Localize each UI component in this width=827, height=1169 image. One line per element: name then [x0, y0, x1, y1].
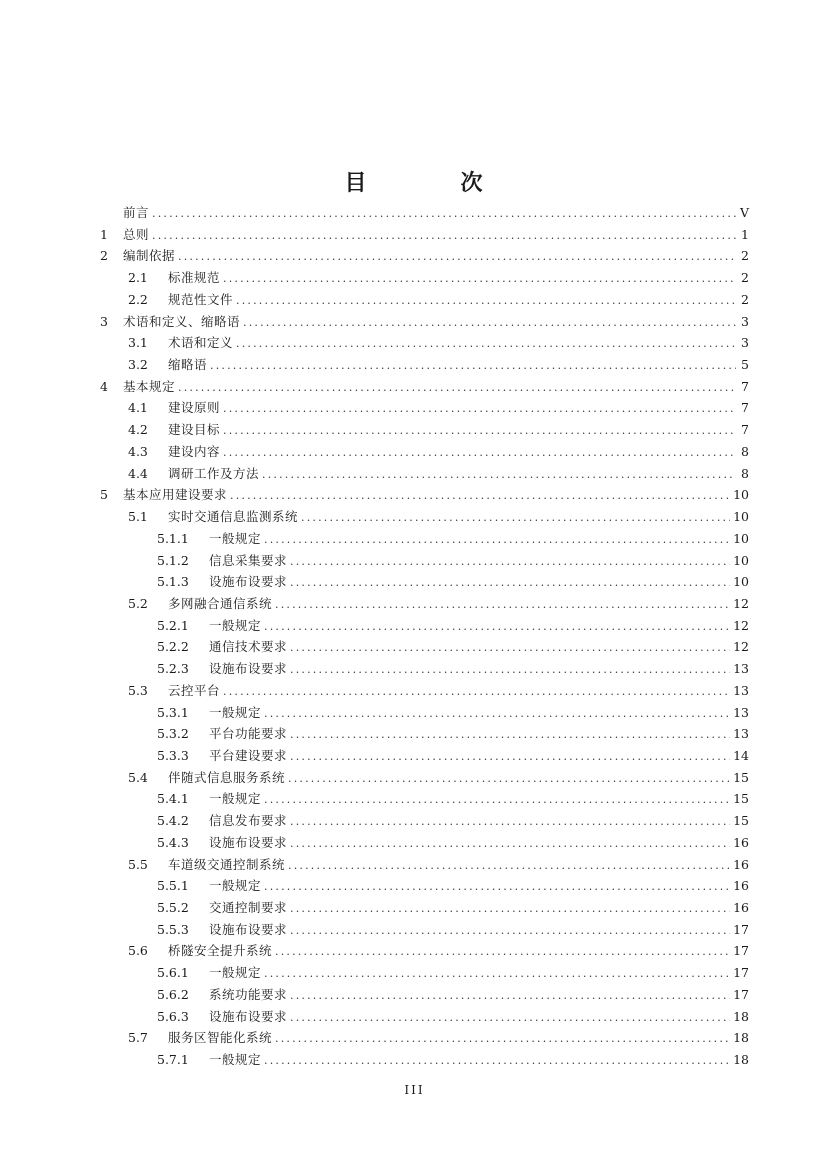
toc-entry-label: 平台功能要求 [209, 726, 288, 742]
toc-entry-number: 5.6 [128, 943, 148, 959]
toc-entry[interactable] [100, 1049, 749, 1071]
toc-entry-page: 13 [733, 704, 749, 720]
toc-entry-label: 实时交通信息监测系统 [168, 509, 299, 525]
toc-entry-number: 5.2.2 [157, 639, 189, 655]
toc-entry-page: 17 [733, 943, 749, 959]
dot-leader [290, 898, 730, 920]
toc-entry[interactable] [100, 1006, 749, 1028]
toc-entry-number: 5.7 [128, 1030, 148, 1046]
toc-entry-number: 4.3 [128, 443, 148, 459]
toc-entry[interactable] [100, 202, 749, 224]
toc-entry-page: 18 [733, 1030, 749, 1046]
page-title: 目 次 [344, 171, 519, 196]
table-of-contents [100, 202, 749, 1071]
dot-leader [288, 768, 730, 790]
dot-leader [290, 746, 730, 768]
toc-entry-page: 17 [733, 986, 749, 1002]
toc-entry-page: 16 [733, 900, 749, 915]
toc-entry-number: 5.5.1 [157, 878, 189, 894]
dot-leader [290, 833, 730, 855]
toc-entry[interactable] [100, 528, 749, 550]
dot-leader [264, 1050, 730, 1072]
toc-entry-page: 17 [733, 921, 749, 937]
toc-entry-number: 5.1.3 [157, 574, 189, 590]
toc-entry-label: 基本应用建设要求 [123, 487, 228, 503]
toc-entry-label: 一般规定 [209, 530, 262, 546]
toc-entry-number: 3 [100, 313, 108, 329]
toc-entry-label: 术语和定义 [168, 335, 234, 351]
toc-entry-page: 18 [733, 1008, 749, 1024]
toc-entry[interactable] [100, 875, 749, 897]
toc-entry-page: 2 [741, 270, 749, 286]
toc-entry-number: 5.3.2 [157, 726, 189, 742]
toc-entry[interactable] [100, 832, 749, 854]
dot-leader [223, 398, 736, 420]
toc-entry-label: 标准规范 [168, 270, 221, 286]
toc-entry[interactable] [100, 919, 749, 941]
dot-leader [275, 941, 730, 963]
toc-entry[interactable] [100, 245, 749, 267]
toc-entry-label: 桥隧安全提升系统 [168, 943, 273, 959]
dot-leader [152, 203, 736, 225]
toc-entry-label: 建设目标 [168, 422, 221, 438]
toc-entry[interactable] [100, 897, 749, 919]
toc-entry-page: 10 [733, 509, 749, 525]
dot-leader [223, 268, 736, 290]
toc-entry-page: 2 [741, 291, 749, 307]
toc-entry-label: 前言 [123, 205, 150, 220]
toc-entry-number: 5.2.1 [157, 617, 189, 633]
toc-entry-number: 5.5.3 [157, 921, 189, 937]
toc-entry-label: 术语和定义、缩略语 [123, 313, 241, 329]
toc-entry[interactable] [100, 745, 749, 767]
toc-entry[interactable] [100, 441, 749, 463]
page-number: III [404, 1083, 425, 1097]
toc-entry-label: 一般规定 [209, 617, 262, 633]
toc-entry-page: 13 [733, 682, 749, 698]
toc-entry-label: 多网融合通信系统 [168, 595, 273, 611]
toc-entry-page: 15 [733, 813, 749, 829]
toc-entry-page: 2 [741, 248, 749, 264]
dot-leader [288, 855, 730, 877]
toc-entry-number: 5.5 [128, 856, 148, 872]
toc-entry-label: 调研工作及方法 [168, 465, 260, 481]
toc-entry-number: 4.1 [128, 400, 148, 416]
dot-leader [262, 464, 736, 486]
toc-entry-label: 设施布设要求 [209, 834, 288, 850]
toc-entry-label: 总则 [123, 226, 150, 242]
dot-leader [210, 355, 736, 377]
toc-entry-label: 通信技术要求 [209, 639, 288, 655]
toc-entry-number: 1 [100, 226, 108, 242]
toc-entry[interactable] [100, 615, 749, 637]
dot-leader [264, 789, 730, 811]
toc-entry-page: 10 [733, 552, 749, 568]
toc-entry-page: 8 [741, 465, 749, 481]
toc-entry[interactable] [100, 419, 749, 441]
dot-leader [290, 724, 730, 746]
toc-entry[interactable] [100, 984, 749, 1006]
toc-entry[interactable] [100, 962, 749, 984]
dot-leader [275, 594, 730, 616]
toc-entry-label: 规范性文件 [168, 291, 234, 307]
toc-entry-page: 7 [741, 400, 749, 416]
toc-entry-label: 建设内容 [168, 443, 221, 459]
toc-entry-number: 4.2 [128, 422, 148, 438]
toc-entry-page: 10 [733, 530, 749, 546]
toc-entry[interactable] [100, 636, 749, 658]
toc-entry-number: 4.4 [128, 465, 148, 481]
toc-entry-number: 5.6.1 [157, 965, 189, 981]
toc-entry[interactable] [100, 788, 749, 810]
toc-entry-label: 云控平台 [168, 682, 221, 698]
toc-entry-label: 系统功能要求 [209, 986, 288, 1002]
dot-leader [290, 572, 730, 594]
toc-entry[interactable] [100, 723, 749, 745]
toc-entry-label: 基本规定 [123, 378, 176, 394]
toc-entry[interactable] [100, 810, 749, 832]
toc-entry-page: 5 [741, 357, 749, 373]
toc-entry-number: 5.7.1 [157, 1052, 189, 1068]
toc-entry-label: 一般规定 [209, 878, 262, 894]
toc-entry-page: 3 [741, 335, 749, 351]
dot-leader [290, 811, 730, 833]
toc-entry[interactable] [100, 376, 749, 398]
dot-leader [264, 616, 730, 638]
dot-leader [290, 985, 730, 1007]
dot-leader [178, 246, 736, 268]
toc-entry-number: 5.4.2 [157, 813, 189, 829]
toc-entry-label: 建设原则 [168, 400, 221, 416]
dot-leader [230, 485, 730, 507]
dot-leader [236, 290, 736, 312]
toc-entry-number: 5.4.1 [157, 791, 189, 807]
toc-entry-number: 2.1 [128, 270, 148, 286]
dot-leader [290, 920, 730, 942]
dot-leader [275, 1028, 730, 1050]
toc-entry-page: 1 [741, 226, 749, 242]
toc-entry-label: 设施布设要求 [209, 921, 288, 937]
toc-entry-page: 8 [741, 443, 749, 459]
toc-entry-page: 16 [733, 834, 749, 850]
dot-leader [264, 529, 730, 551]
toc-entry-page: 12 [733, 639, 749, 655]
toc-entry-number: 5.1.2 [157, 552, 189, 568]
dot-leader [223, 681, 730, 703]
dot-leader [243, 312, 736, 334]
toc-entry-label: 服务区智能化系统 [168, 1030, 273, 1046]
toc-entry-label: 一般规定 [209, 965, 262, 981]
toc-entry-page: 10 [733, 574, 749, 590]
toc-entry[interactable] [100, 463, 749, 485]
toc-entry-label: 一般规定 [209, 1052, 262, 1068]
toc-entry-page: 17 [733, 965, 749, 981]
toc-entry-page: 13 [733, 661, 749, 677]
dot-leader [290, 659, 730, 681]
toc-entry-page: 16 [733, 878, 749, 894]
toc-entry-page: 15 [733, 769, 749, 785]
toc-entry[interactable] [100, 332, 749, 354]
toc-entry-page: 13 [733, 726, 749, 742]
toc-entry-number: 5.4.3 [157, 834, 189, 850]
dot-leader [223, 442, 736, 464]
dot-leader [290, 551, 730, 573]
dot-leader [223, 420, 736, 442]
toc-entry[interactable] [100, 397, 749, 419]
toc-entry[interactable] [100, 311, 749, 333]
toc-entry-label: 设施布设要求 [209, 574, 288, 590]
toc-entry-number: 5.3 [128, 682, 148, 698]
toc-entry-number: 2 [100, 248, 108, 264]
toc-entry-page: V [739, 205, 749, 220]
toc-entry-label: 编制依据 [123, 248, 176, 264]
toc-entry-label: 一般规定 [209, 704, 262, 720]
toc-entry-page: 12 [733, 617, 749, 633]
toc-entry[interactable] [100, 593, 749, 615]
toc-entry-label: 缩略语 [168, 357, 208, 373]
toc-entry-label: 平台建设要求 [209, 747, 288, 763]
toc-entry-number: 3.1 [128, 335, 148, 351]
toc-entry-page: 7 [741, 378, 749, 394]
toc-entry-number: 5.2.3 [157, 661, 189, 677]
toc-entry-number: 5.6.3 [157, 1008, 189, 1024]
toc-entry-page: 3 [741, 313, 749, 329]
dot-leader [301, 507, 730, 529]
toc-entry-page: 16 [733, 856, 749, 872]
toc-entry[interactable] [100, 267, 749, 289]
toc-entry-number: 5 [100, 487, 108, 503]
toc-entry-number: 5.3.3 [157, 747, 189, 763]
toc-entry[interactable] [100, 354, 749, 376]
toc-entry[interactable] [100, 484, 749, 506]
toc-entry[interactable] [100, 289, 749, 311]
toc-entry[interactable] [100, 571, 749, 593]
toc-entry-label: 信息发布要求 [209, 813, 288, 829]
toc-entry-number: 5.4 [128, 769, 148, 785]
dot-leader [264, 703, 730, 725]
toc-entry[interactable] [100, 550, 749, 572]
toc-entry-number: 5.1.1 [157, 530, 189, 546]
dot-leader [178, 377, 736, 399]
toc-entry-number: 5.2 [128, 595, 148, 611]
toc-entry-label: 伴随式信息服务系统 [168, 769, 286, 785]
toc-entry-label: 设施布设要求 [209, 1008, 288, 1024]
toc-entry-page: 15 [733, 791, 749, 807]
toc-entry-page: 12 [733, 595, 749, 611]
toc-entry-number: 4 [100, 378, 108, 394]
toc-entry[interactable] [100, 658, 749, 680]
toc-entry-label: 一般规定 [209, 791, 262, 807]
toc-entry-label: 设施布设要求 [209, 661, 288, 677]
toc-entry-label: 交通控制要求 [209, 900, 288, 915]
toc-entry-number: 5.3.1 [157, 704, 189, 720]
toc-entry-number: 3.2 [128, 357, 148, 373]
toc-entry[interactable] [100, 680, 749, 702]
toc-entry-label: 信息采集要求 [209, 552, 288, 568]
toc-entry-page: 7 [741, 422, 749, 438]
toc-entry-number: 2.2 [128, 291, 148, 307]
toc-entry[interactable] [100, 506, 749, 528]
toc-entry[interactable] [100, 854, 749, 876]
toc-entry[interactable] [100, 224, 749, 246]
toc-entry-page: 18 [733, 1052, 749, 1068]
toc-entry[interactable] [100, 1027, 749, 1049]
toc-entry-page: 14 [733, 747, 749, 763]
toc-entry-number: 5.5.2 [157, 900, 189, 915]
toc-entry-number: 5.6.2 [157, 986, 189, 1002]
dot-leader [264, 963, 730, 985]
toc-entry[interactable] [100, 940, 749, 962]
toc-entry[interactable] [100, 767, 749, 789]
dot-leader [236, 333, 736, 355]
dot-leader [290, 637, 730, 659]
toc-entry-number: 5.1 [128, 509, 148, 525]
dot-leader [264, 876, 730, 898]
dot-leader [152, 225, 736, 247]
toc-entry-page: 10 [733, 487, 749, 503]
toc-entry[interactable] [100, 702, 749, 724]
dot-leader [290, 1007, 730, 1029]
toc-entry-label: 车道级交通控制系统 [168, 856, 286, 872]
